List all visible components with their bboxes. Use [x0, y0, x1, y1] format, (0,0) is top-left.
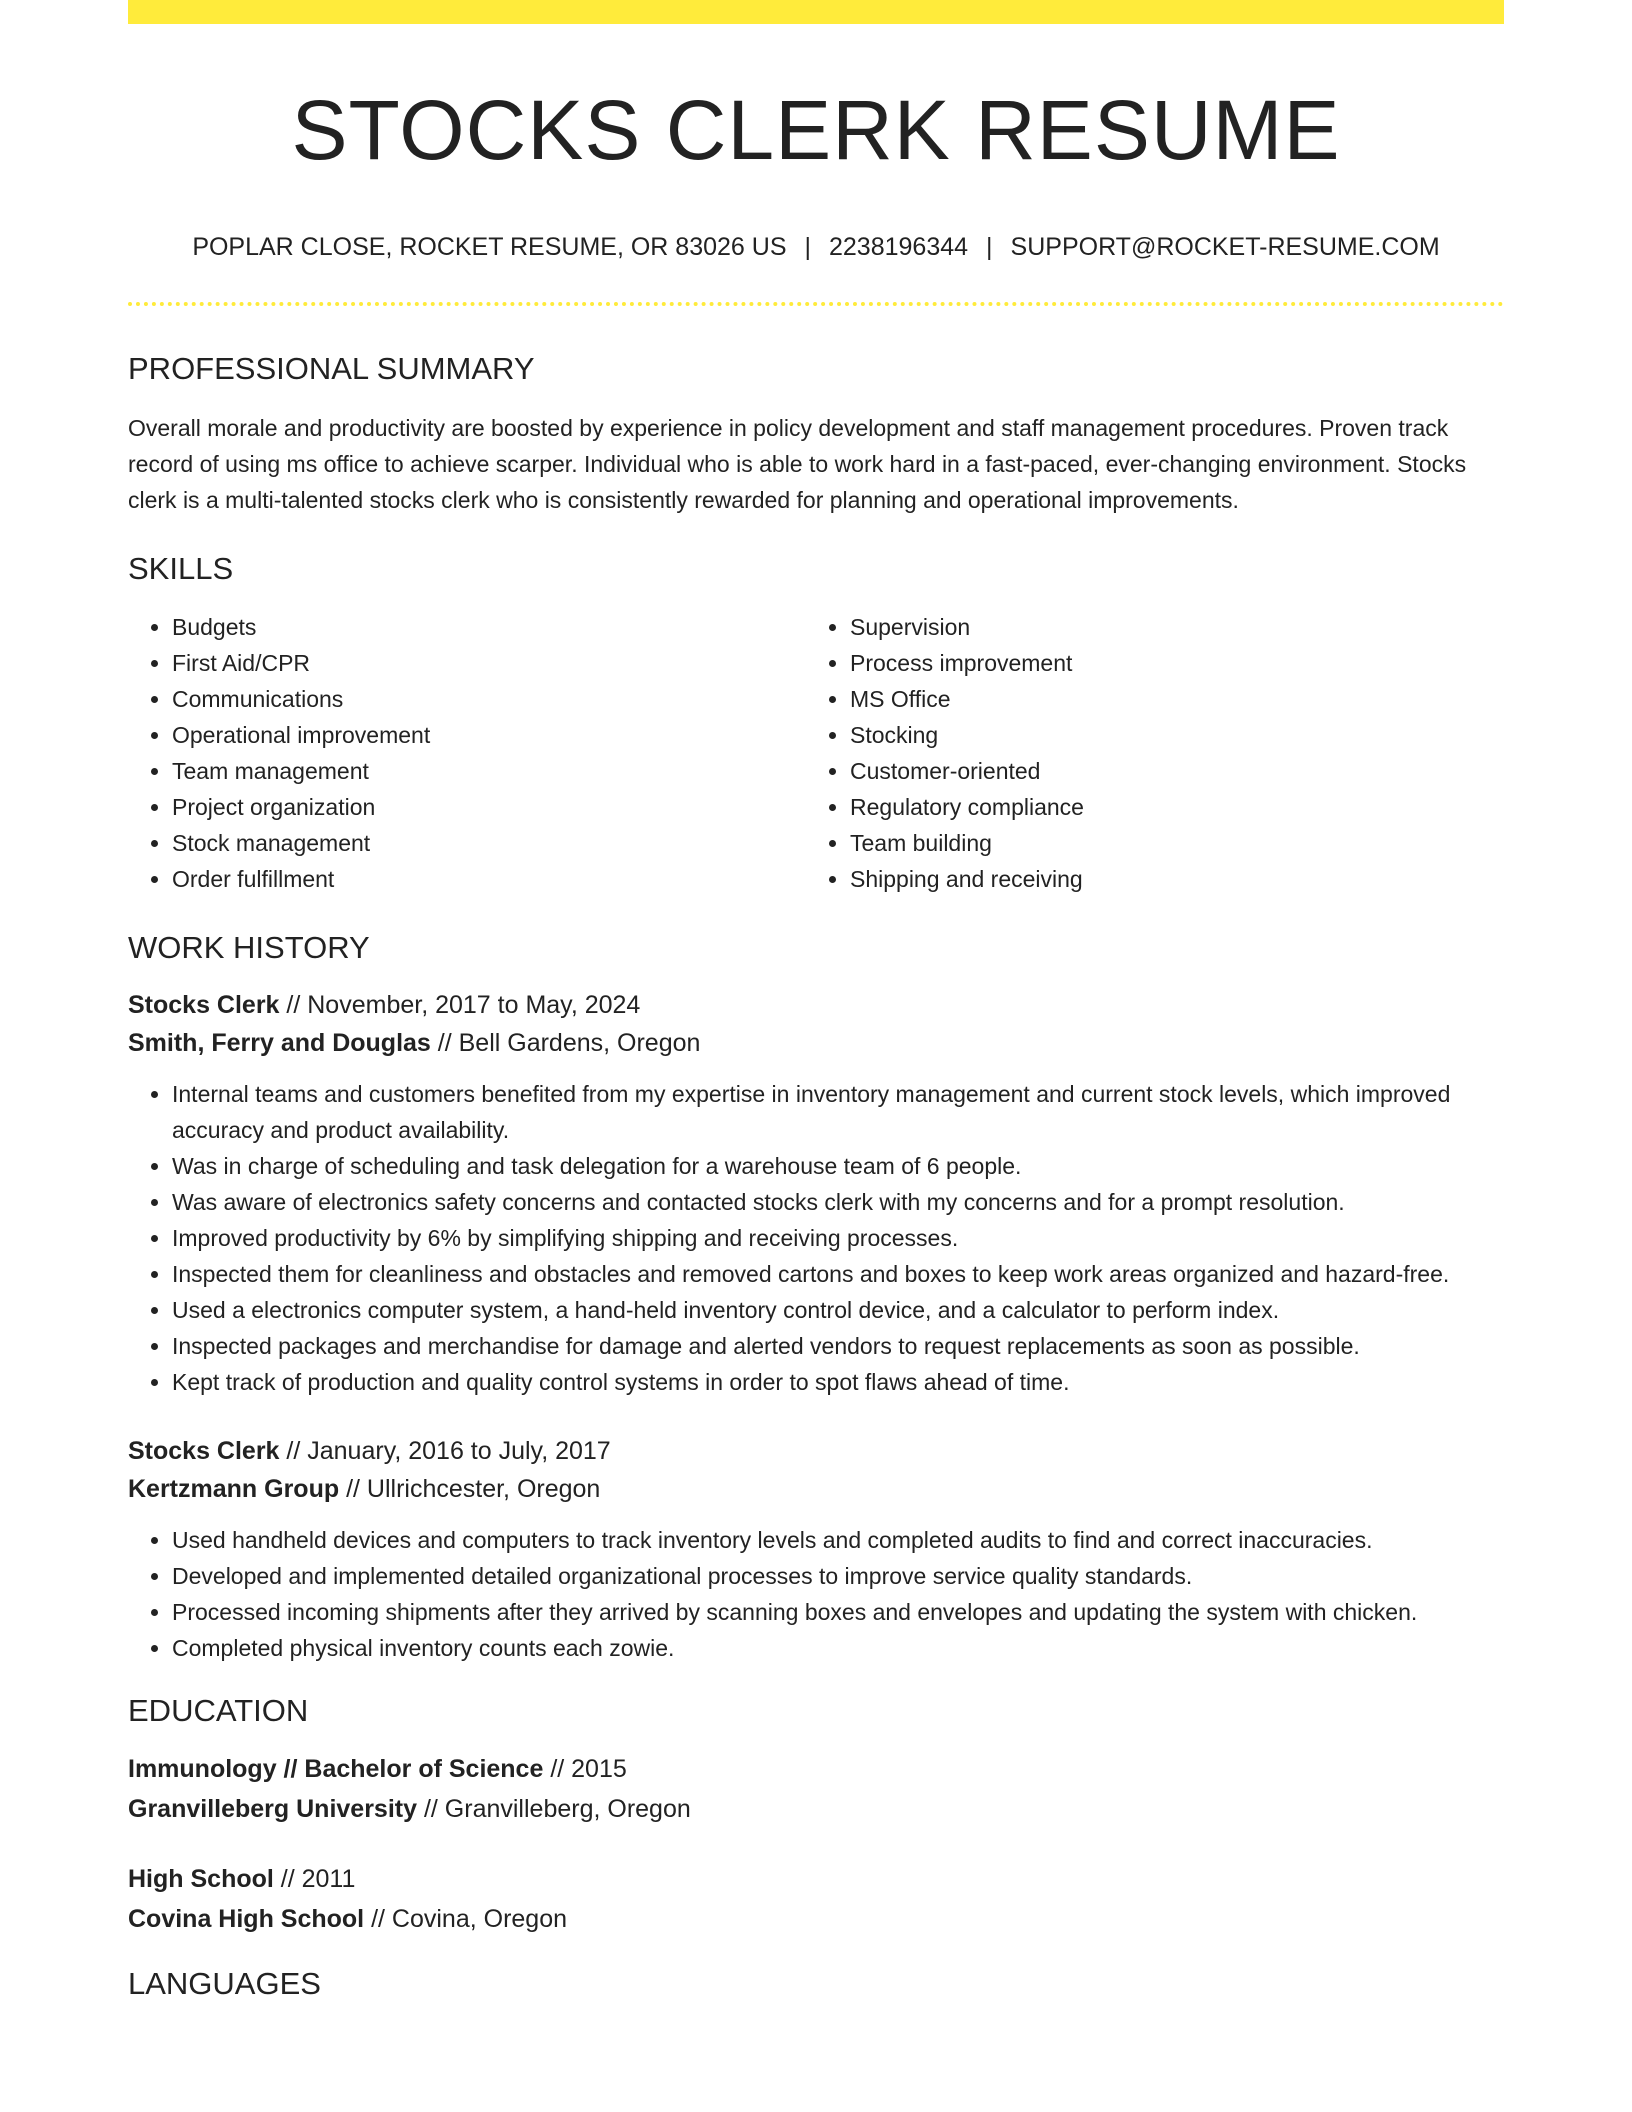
- education-degree: High School: [128, 1865, 274, 1894]
- skill-item: • Customer-oriented: [850, 753, 1484, 789]
- skill-item: • Project organization: [172, 789, 806, 825]
- job-bullet: • Inspected them for cleanliness and obstacles and removed cartons and boxes to keep work areas organized and hazard-free.: [172, 1256, 1504, 1292]
- job-bullets: [128, 1076, 1504, 1400]
- skills-list: [128, 609, 1504, 897]
- job-bullet: • Was aware of electronics safety concerns and contacted stocks clerk with my concerns and for a prompt resolution.: [172, 1184, 1504, 1220]
- contact-address: POPLAR CLOSE, ROCKET RESUME, OR 83026 US: [192, 233, 787, 262]
- skill-item: • Process improvement: [850, 645, 1484, 681]
- education-degree-line: [128, 1749, 1504, 1789]
- education-location: // Covina, Oregon: [364, 1905, 568, 1934]
- contact-phone: 2238196344: [829, 233, 969, 262]
- education-school-line: [128, 1899, 1504, 1939]
- contact-separator: |: [986, 233, 993, 262]
- education-entry: [128, 1859, 1504, 1939]
- resume-title: STOCKS CLERK RESUME: [291, 83, 1341, 177]
- job-bullet: • Was in charge of scheduling and task delegation for a warehouse team of 6 people.: [172, 1148, 1504, 1184]
- job-company: Kertzmann Group: [128, 1474, 340, 1503]
- skill-item: • Operational improvement: [172, 717, 806, 753]
- skill-item: • First Aid/CPR: [172, 645, 806, 681]
- skills-column-left: [128, 609, 806, 897]
- skills-column-right: [806, 609, 1484, 897]
- job-bullet: • Internal teams and customers benefited from my expertise in inventory management and current stock levels, which improved accuracy and product availability.: [172, 1076, 1504, 1148]
- skills-heading: SKILLS: [128, 550, 234, 586]
- job-dates: // January, 2016 to July, 2017: [279, 1436, 611, 1465]
- job-company-line: [128, 1024, 1504, 1062]
- dotted-divider: [128, 302, 1504, 306]
- job-role: Stocks Clerk: [128, 1436, 280, 1465]
- job-bullet: • Developed and implemented detailed organizational processes to improve service quality standards.: [172, 1558, 1504, 1594]
- job-location: // Ullrichcester, Oregon: [339, 1474, 601, 1503]
- skill-item: • Team management: [172, 753, 806, 789]
- education-school-line: [128, 1789, 1504, 1829]
- job-role-line: [128, 1432, 1504, 1470]
- job-bullet: • Improved productivity by 6% by simplifying shipping and receiving processes.: [172, 1220, 1504, 1256]
- education-location: // Granvilleberg, Oregon: [417, 1795, 691, 1824]
- job-entry: [128, 986, 1504, 1400]
- skill-item: • Team building: [850, 825, 1484, 861]
- skill-item: • Stock management: [172, 825, 806, 861]
- education-year: // 2011: [273, 1865, 356, 1894]
- education-school: Covina High School: [128, 1905, 365, 1934]
- education-degree: Immunology // Bachelor of Science: [128, 1755, 544, 1784]
- job-location: // Bell Gardens, Oregon: [430, 1028, 701, 1057]
- skill-item: • Regulatory compliance: [850, 789, 1484, 825]
- job-company-line: [128, 1470, 1504, 1508]
- job-dates: // November, 2017 to May, 2024: [279, 990, 641, 1019]
- job-bullet: • Used handheld devices and computers to track inventory levels and completed audits to find and correct inaccuracies.: [172, 1522, 1504, 1558]
- contact-line: [128, 232, 1504, 262]
- skill-item: • Budgets: [172, 609, 806, 645]
- job-bullet: • Completed physical inventory counts each zowie.: [172, 1630, 1504, 1666]
- skill-item: • Communications: [172, 681, 806, 717]
- languages-heading: LANGUAGES: [128, 1966, 321, 2002]
- resume-page: [128, 0, 1504, 2002]
- summary-heading: PROFESSIONAL SUMMARY: [128, 351, 535, 387]
- skill-item: • Shipping and receiving: [850, 861, 1484, 897]
- education-school: Granvilleberg University: [128, 1795, 418, 1824]
- contact-separator: |: [804, 233, 811, 262]
- skill-item: • Order fulfillment: [172, 861, 806, 897]
- education-degree-line: [128, 1859, 1504, 1899]
- job-bullet: • Inspected packages and merchandise for damage and alerted vendors to request replacements as soon as possible.: [172, 1328, 1504, 1364]
- job-entry: [128, 1432, 1504, 1666]
- top-accent-bar: [128, 0, 1504, 24]
- contact-email: SUPPORT@ROCKET-RESUME.COM: [1010, 233, 1440, 262]
- job-bullet: • Kept track of production and quality control systems in order to spot flaws ahead of time.: [172, 1364, 1504, 1400]
- education-entry: [128, 1749, 1504, 1829]
- work-history-heading: WORK HISTORY: [128, 929, 370, 965]
- job-role-line: [128, 986, 1504, 1024]
- job-bullet: • Used a electronics computer system, a hand-held inventory control device, and a calculator to perform index.: [172, 1292, 1504, 1328]
- summary-text: Overall morale and productivity are boosted by experience in policy development and staff management procedures. Proven track record of using ms office to achieve scarper. Individual who is able to work hard in a fast-paced, ever-changing environment. Stocks clerk is a multi-talented stocks clerk who is consistently rewarded for planning and operational improvements.: [128, 414, 1467, 513]
- job-company: Smith, Ferry and Douglas: [128, 1028, 431, 1057]
- job-bullets: [128, 1522, 1504, 1666]
- job-role: Stocks Clerk: [128, 990, 280, 1019]
- skill-item: • Supervision: [850, 609, 1484, 645]
- education-year: // 2015: [543, 1755, 627, 1784]
- skill-item: • Stocking: [850, 717, 1484, 753]
- job-bullet: • Processed incoming shipments after they arrived by scanning boxes and envelopes and updating the system with chicken.: [172, 1594, 1504, 1630]
- skill-item: • MS Office: [850, 681, 1484, 717]
- education-heading: EDUCATION: [128, 1692, 309, 1728]
